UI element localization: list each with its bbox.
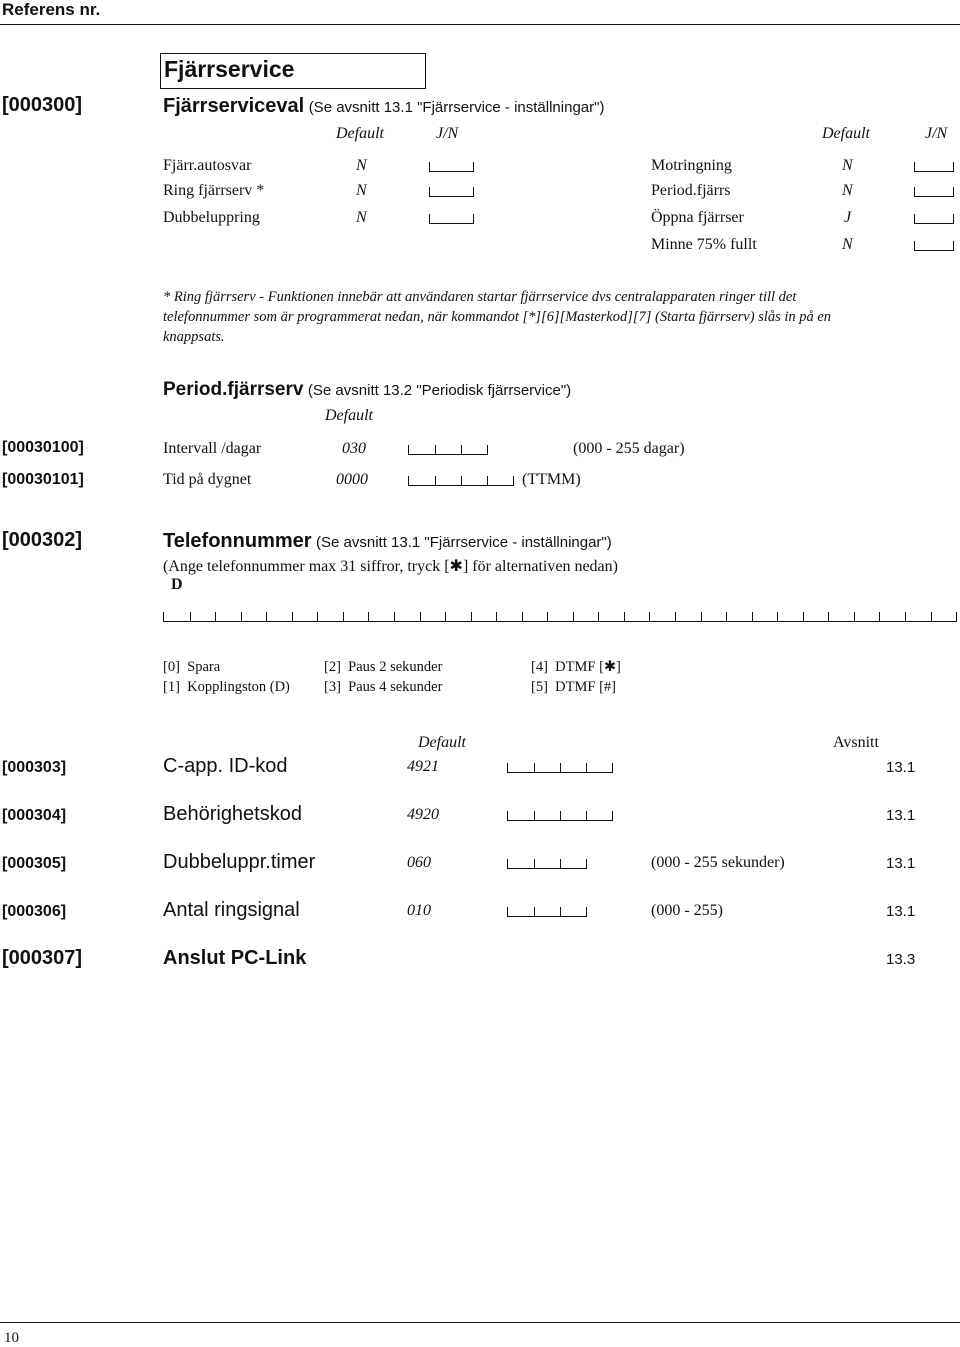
row-default: 4921 bbox=[407, 758, 439, 775]
phone-option bbox=[531, 659, 621, 676]
row-range: (000 - 255 dagar) bbox=[573, 440, 685, 457]
option-key: [0] bbox=[163, 659, 180, 675]
section-ref-000302: (Se avsnitt 13.1 "Fjärrservice - inställningar") bbox=[316, 534, 612, 551]
section-code-000302: [000302] bbox=[2, 529, 83, 551]
digit-divider bbox=[675, 612, 676, 621]
col-jn-right: J/N bbox=[925, 125, 948, 142]
row-label: C-app. ID-kod bbox=[163, 755, 288, 777]
period-col-default: Default bbox=[325, 407, 373, 424]
option-text: Kopplingston (D) bbox=[187, 679, 290, 695]
row-default: 010 bbox=[407, 902, 431, 919]
digit-divider bbox=[752, 612, 753, 621]
digit-divider bbox=[573, 612, 574, 621]
phone-default: D bbox=[171, 576, 183, 593]
digit-divider bbox=[368, 612, 369, 621]
digit-divider bbox=[445, 612, 446, 621]
note-line: telefonnummer som är programmerat nedan, när kommandot [*][6][Masterkod][7] (Starta fjärrserv) slås in på en bbox=[163, 309, 832, 325]
digit-divider bbox=[828, 612, 829, 621]
row-label: Anslut PC-Link bbox=[163, 947, 307, 969]
digit-divider bbox=[726, 612, 727, 621]
option-text: DTMF [#] bbox=[555, 679, 616, 695]
entry-box[interactable] bbox=[429, 214, 474, 224]
option-text: Spara bbox=[187, 659, 221, 675]
digit-divider bbox=[394, 612, 395, 621]
digit-divider bbox=[522, 612, 523, 621]
option-text: DTMF [✱] bbox=[555, 659, 621, 675]
period-title: Period.fjärrserv bbox=[163, 379, 304, 400]
section-heading-000300 bbox=[163, 95, 604, 118]
row-label: Antal ringsignal bbox=[163, 899, 300, 921]
section-title-000300: Fjärrserviceval bbox=[163, 95, 305, 117]
bottom-col-section: Avsnitt bbox=[833, 734, 879, 751]
option-key: [2] bbox=[324, 659, 341, 675]
row-section: 13.1 bbox=[886, 903, 916, 920]
section-title-000302: Telefonnummer bbox=[163, 530, 312, 552]
note-line: * Ring fjärrserv - Funktionen innebär att användaren startar fjärrservice dvs centralapparaten ringer till det bbox=[163, 289, 797, 305]
option-default: N bbox=[356, 182, 367, 199]
entry-box[interactable] bbox=[507, 811, 613, 821]
digit-divider bbox=[905, 612, 906, 621]
digit-divider bbox=[190, 612, 191, 621]
phone-instruction: (Ange telefonnummer max 31 siffror, tryck [✱] för alternativen nedan) bbox=[163, 558, 618, 575]
digit-divider bbox=[496, 612, 497, 621]
row-default: 4920 bbox=[407, 806, 439, 823]
row-code: [000306] bbox=[2, 903, 67, 920]
option-label: Period.fjärrs bbox=[651, 182, 731, 199]
digit-divider bbox=[854, 612, 855, 621]
row-label: Behörighetskod bbox=[163, 803, 302, 825]
entry-box[interactable] bbox=[507, 859, 587, 869]
option-default: N bbox=[356, 209, 367, 226]
option-default: N bbox=[356, 157, 367, 174]
digit-divider bbox=[241, 612, 242, 621]
option-key: [1] bbox=[163, 679, 180, 695]
row-range: (TTMM) bbox=[522, 471, 581, 488]
entry-box[interactable] bbox=[507, 907, 587, 917]
row-code: [000307] bbox=[2, 947, 83, 969]
option-label: Motringning bbox=[651, 157, 732, 174]
digit-divider bbox=[777, 612, 778, 621]
row-default: 060 bbox=[407, 854, 431, 871]
row-code: [000303] bbox=[2, 759, 67, 776]
option-label: Dubbeluppring bbox=[163, 209, 260, 226]
entry-box[interactable] bbox=[914, 241, 954, 251]
section-code-000300: [000300] bbox=[2, 94, 83, 116]
header-rule bbox=[0, 24, 960, 25]
digit-divider bbox=[598, 612, 599, 621]
row-code: [00030101] bbox=[2, 471, 84, 488]
row-label: Intervall /dagar bbox=[163, 440, 262, 457]
phone-option bbox=[163, 659, 220, 676]
entry-box[interactable] bbox=[507, 763, 613, 773]
digit-divider bbox=[649, 612, 650, 621]
col-default-right: Default bbox=[822, 125, 870, 142]
row-range: (000 - 255) bbox=[651, 902, 723, 919]
entry-box[interactable] bbox=[914, 187, 954, 197]
row-section: 13.1 bbox=[886, 855, 916, 872]
row-code: [000305] bbox=[2, 855, 67, 872]
option-default: N bbox=[842, 182, 853, 199]
note-line: knappsats. bbox=[163, 329, 225, 345]
entry-box[interactable] bbox=[914, 214, 954, 224]
phone-option bbox=[324, 659, 442, 676]
row-default: 030 bbox=[342, 440, 366, 457]
row-section: 13.3 bbox=[886, 951, 916, 968]
entry-box[interactable] bbox=[408, 445, 488, 455]
section-title: Fjärrservice bbox=[164, 56, 295, 82]
digit-divider bbox=[803, 612, 804, 621]
option-default: N bbox=[842, 157, 853, 174]
entry-box[interactable] bbox=[429, 162, 474, 172]
row-code: [000304] bbox=[2, 807, 67, 824]
option-key: [3] bbox=[324, 679, 341, 695]
page-number: 10 bbox=[4, 1330, 19, 1346]
option-key: [4] bbox=[531, 659, 548, 675]
phone-option bbox=[324, 679, 442, 696]
digit-divider bbox=[624, 612, 625, 621]
period-heading bbox=[163, 379, 571, 401]
digit-divider bbox=[266, 612, 267, 621]
section-ref-000300: (Se avsnitt 13.1 "Fjärrservice - inställningar") bbox=[308, 99, 605, 116]
option-label: Minne 75% fullt bbox=[651, 236, 757, 253]
row-label: Tid på dygnet bbox=[163, 471, 252, 488]
digit-divider bbox=[701, 612, 702, 621]
digit-divider bbox=[879, 612, 880, 621]
digit-divider bbox=[931, 612, 932, 621]
option-text: Paus 2 sekunder bbox=[348, 659, 443, 675]
digit-divider bbox=[292, 612, 293, 621]
option-label: Ring fjärrserv * bbox=[163, 182, 265, 199]
period-ref: (Se avsnitt 13.2 "Periodisk fjärrservice") bbox=[307, 382, 572, 399]
entry-box[interactable] bbox=[408, 476, 514, 486]
phone-number-entry[interactable] bbox=[163, 612, 957, 622]
row-label: Dubbeluppr.timer bbox=[163, 851, 316, 873]
row-default: 0000 bbox=[336, 471, 368, 488]
digit-divider bbox=[547, 612, 548, 621]
footer-rule bbox=[0, 1322, 960, 1323]
digit-divider bbox=[317, 612, 318, 621]
col-default-left: Default bbox=[336, 125, 384, 142]
option-label: Fjärr.autosvar bbox=[163, 157, 252, 174]
row-code: [00030100] bbox=[2, 439, 84, 456]
row-range: (000 - 255 sekunder) bbox=[651, 854, 785, 871]
row-section: 13.1 bbox=[886, 759, 916, 776]
col-jn-left: J/N bbox=[436, 125, 459, 142]
row-section: 13.1 bbox=[886, 807, 916, 824]
option-key: [5] bbox=[531, 679, 548, 695]
option-text: Paus 4 sekunder bbox=[348, 679, 443, 695]
entry-box[interactable] bbox=[914, 162, 954, 172]
phone-option bbox=[163, 679, 290, 696]
referens-nr-label: Referens nr. bbox=[2, 0, 101, 19]
digit-divider bbox=[471, 612, 472, 621]
option-default: J bbox=[844, 209, 852, 226]
section-heading-000302 bbox=[163, 530, 612, 553]
digit-divider bbox=[215, 612, 216, 621]
digit-divider bbox=[343, 612, 344, 621]
entry-box[interactable] bbox=[429, 187, 474, 197]
bottom-col-default: Default bbox=[418, 734, 466, 751]
digit-divider bbox=[420, 612, 421, 621]
phone-option bbox=[531, 679, 616, 696]
option-default: N bbox=[842, 236, 853, 253]
option-label: Öppna fjärrser bbox=[651, 209, 744, 226]
